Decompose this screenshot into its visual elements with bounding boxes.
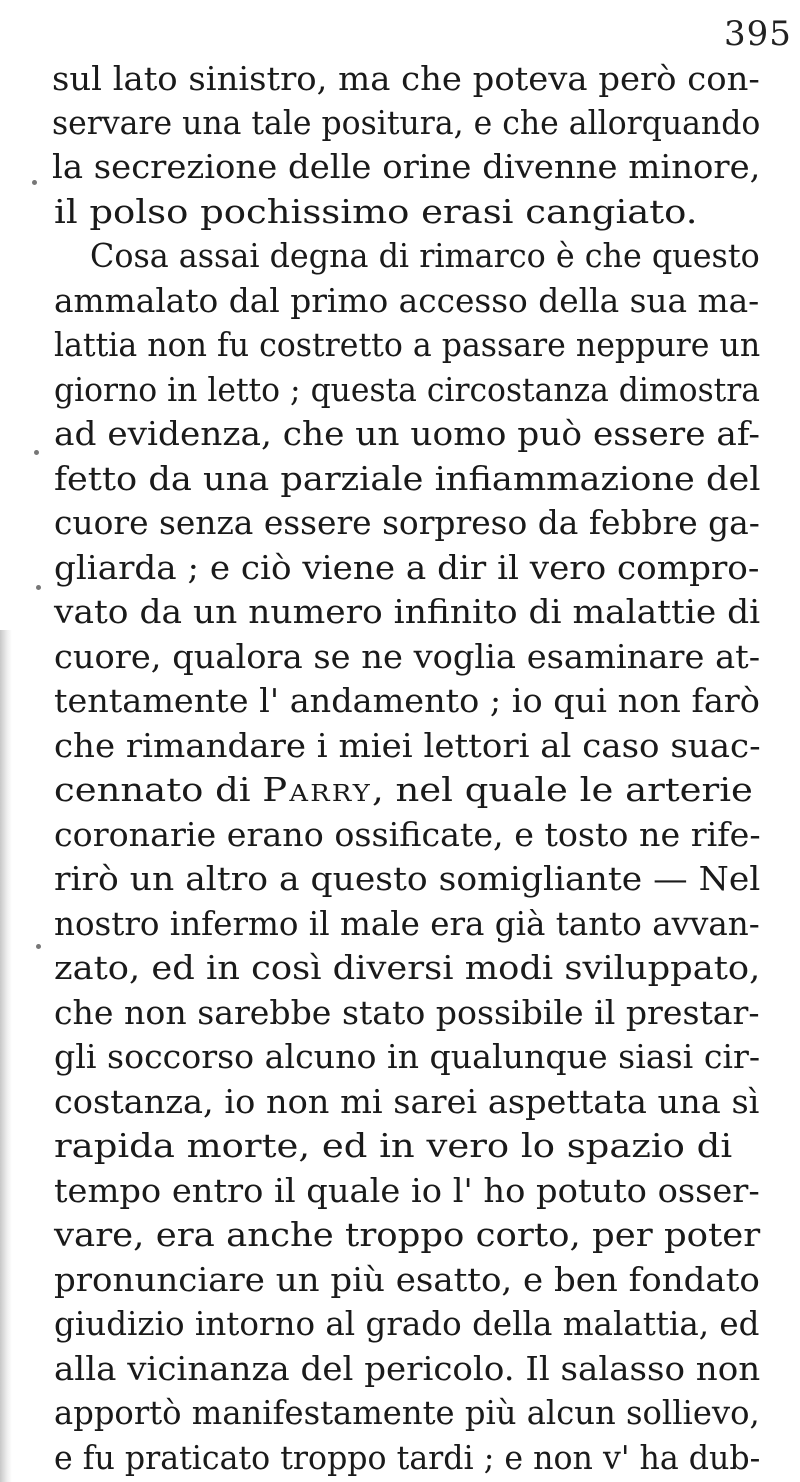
line-text: , nel quale le arterie <box>371 770 753 809</box>
text-line: la secrezione delle orine divenne minore, <box>52 147 761 186</box>
text-line: sul lato sinistro, ma che poteva però con- <box>52 59 760 98</box>
line-text: cennato di <box>54 770 263 809</box>
text-line: servare una tale positura, e che allorquando <box>52 103 761 142</box>
text-line: giudizio intorno al grado della malattia, ed <box>54 1304 760 1343</box>
text-line: vare, era anche troppo corto, per poter <box>54 1215 761 1254</box>
text-line: Cosa assai degna di rimarco è che questo <box>90 236 760 275</box>
text-line: ammalato dal primo accesso della sua ma- <box>54 281 760 320</box>
text-line: fetto da una parziale infiammazione del <box>54 459 761 498</box>
text-line: alla vicinanza del pericolo. Il salasso non <box>54 1349 761 1388</box>
author-name-parry: Parry <box>262 770 372 809</box>
text-line: lattia non fu costretto a passare neppure un <box>54 325 761 364</box>
text-line: costanza, io non mi sarei aspettata una sì <box>54 1082 760 1121</box>
text-line: e fu praticato troppo tardi ; e non v' ha dub- <box>54 1438 761 1477</box>
text-line: che rimandare i miei lettori al caso suac- <box>54 726 761 765</box>
text-line: il polso pochissimo erasi cangiato. <box>54 192 698 231</box>
text-line: tempo entro il quale io l' ho potuto osser- <box>54 1171 760 1210</box>
page-number: 395 <box>724 14 792 54</box>
text-line: zato, ed in così diversi modi sviluppato, <box>54 948 761 987</box>
text-line: coronarie erano ossificate, e tosto ne rife- <box>54 815 761 854</box>
text-line: che non sarebbe stato possibile il prestar- <box>54 993 760 1032</box>
text-line: apportò manifestamente più alcun sollievo, <box>54 1393 760 1432</box>
text-line: rapida morte, ed in vero lo spazio di <box>54 1126 733 1165</box>
text-line: vato da un numero infinito di malattie di <box>54 592 761 631</box>
text-line: giorno in letto ; questa circostanza dimostra <box>54 370 761 409</box>
text-line: ad evidenza, che un uomo può essere af- <box>54 414 760 453</box>
text-line: gli soccorso alcuno in qualunque siasi cir- <box>54 1037 761 1076</box>
text-line: rirò un altro a questo somigliante — Nel <box>54 859 761 898</box>
text-line: gliarda ; e ciò viene a dir il vero compro- <box>54 548 760 587</box>
text-line: cuore, qualora se ne voglia esaminare at- <box>54 637 761 676</box>
text-line: pronunciare un più esatto, e ben fondato <box>54 1260 760 1299</box>
text-line: nostro infermo il male era già tanto avvan- <box>54 904 760 943</box>
text-line: tentamente l' andamento ; io qui non farò <box>54 681 760 720</box>
text-line: cuore senza essere sorpreso da febbre ga- <box>54 503 760 542</box>
text-line <box>0 767 800 812</box>
